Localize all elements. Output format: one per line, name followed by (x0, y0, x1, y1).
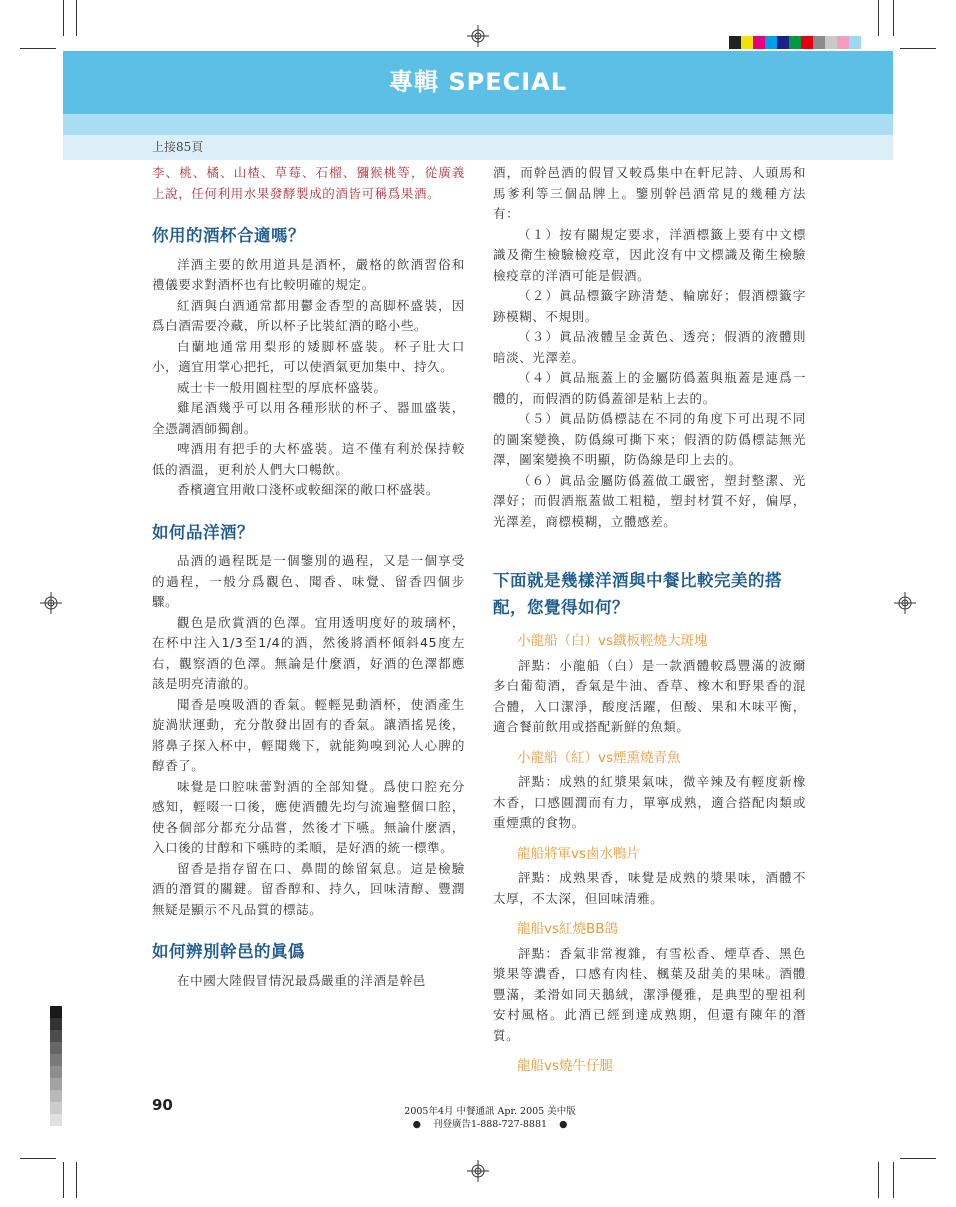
right-column (493, 163, 806, 1081)
heading-how-to-taste: 如何品洋酒？ (152, 522, 254, 542)
crop-mark (893, 0, 894, 36)
registration-mark-icon (894, 592, 916, 614)
paragraph: 在中國大陸假冒情況最爲嚴重的洋酒是幹邑 (177, 972, 426, 988)
pairing-title: 小龍船（紅）vs煙熏燒青魚 (517, 749, 681, 766)
pairing-title: 龍船vs燒牛仔腿 (517, 1058, 614, 1074)
list-item: （４）眞品瓶蓋上的金屬防僞蓋與瓶蓋是連爲一體的，而假酒的防僞蓋卻是粘上去的。 (493, 370, 806, 406)
gray-step (50, 1078, 62, 1090)
bullet-icon: ● (412, 1119, 433, 1130)
paragraph: 酒，而幹邑酒的假冒又較爲集中在軒尼詩、人頭馬和馬爹利等三個品牌上。鑒別幹邑酒常見的幾種方法有： (493, 165, 806, 221)
gray-step (50, 1114, 62, 1126)
crop-mark (76, 1162, 77, 1198)
gray-step (50, 1030, 62, 1042)
gray-step (50, 1102, 62, 1114)
page-number: 90 (152, 1096, 173, 1114)
crop-mark (900, 1158, 936, 1159)
pairing-review: 評點：成熟的紅漿果氣味，微辛辣及有輕度新橡木香，口感圓潤而有力，單寧成熟，適合搭配肉類或重煙熏的食物。 (493, 774, 806, 830)
heading-wine-glass: 你用的酒杯合適嗎？ (152, 226, 305, 245)
list-item: （５）眞品防僞標誌在不同的角度下可出現不同的圖案變換，防僞線可撕下來；假酒的防僞標誌無光澤，圖案變換不明顯，防偽線是印上去的。 (493, 411, 806, 467)
page-footer (330, 1105, 650, 1131)
color-swatch (765, 36, 777, 49)
footer-ad-phone: 刊登廣告1-888-727-8881 (432, 1119, 548, 1130)
paragraph: 威士卡一般用圓柱型的厚底杯盛裝。 (177, 379, 387, 395)
gray-step (50, 1006, 62, 1018)
intro-paragraph: 李、桃、橘、山楂、草莓、石榴、獼猴桃等，從廣義上說，任何利用水果發酵製成的酒皆可稱爲果酒。 (152, 165, 465, 201)
continued-note: 上接85頁 (152, 140, 204, 154)
crop-mark (900, 48, 936, 49)
gray-step (50, 1042, 62, 1054)
color-swatch (777, 36, 789, 49)
gray-step (50, 1018, 62, 1030)
footer-ad-line (330, 1118, 650, 1131)
color-swatch (825, 36, 837, 49)
color-swatch (849, 36, 861, 49)
pairing-title: 龍船將軍vs鹵水鴨片 (517, 845, 641, 862)
paragraph: 味覺是口腔味蕾對酒的全部知覺。爲使口腔充分感知，輕啜一口後，應使酒體先均勻流遍整個口腔，使各個部分都充分品嘗，然後才下嚥。無論什麼酒，入口後的甘醇和下嚥時的柔順，是好酒的統一標準。 (152, 778, 465, 855)
pairing-review: 評點：成熟果香，味覺是成熟的漿果味，酒體不太厚，不太深，但回味清雅。 (493, 870, 806, 906)
gray-step (50, 1066, 62, 1078)
color-swatch (801, 36, 813, 49)
gray-step (50, 1054, 62, 1066)
crop-mark (893, 1162, 894, 1198)
crop-mark (63, 1162, 64, 1198)
crop-mark (20, 1158, 56, 1159)
pairing-title: 小龍船（白）vs鐵板輕燒大斑塊 (517, 633, 708, 649)
paragraph: 洋酒主要的飲用道具是酒杯，嚴格的飲酒習俗和禮儀要求對酒杯也有比較明確的規定。 (152, 256, 465, 292)
paragraph: 香檳適宜用敞口淺杯或較細深的敞口杯盛裝。 (177, 482, 440, 497)
list-item: （１）按有關規定要求，洋酒標籤上要有中文標識及衛生檢驗檢疫章，因此沒有中文標識及衛生檢驗檢疫章的洋酒可能是假酒。 (493, 226, 806, 283)
registration-mark-icon (40, 592, 62, 614)
paragraph: 白蘭地通常用梨形的矮脚杯盛裝。杯子肚大口小，適宜用掌心把托，可以使酒氣更加集中、持久。 (152, 338, 465, 374)
paragraph: 雞尾酒幾乎可以用各種形狀的杯子、器皿盛裝，全憑調酒師獨創。 (152, 400, 465, 436)
footer-publication: 2005年4月 中餐通訊 Apr. 2005 美中版 (404, 1106, 576, 1117)
crop-mark (20, 48, 56, 49)
list-item: （６）眞品金屬防僞蓋做工嚴密，塑封整潔、光澤好；而假酒瓶蓋做工粗糙，塑封材質不好，偏厚，光澤差，商標模糊，立體感差。 (493, 472, 806, 529)
pairing-title: 龍船vs紅燒BB鴿 (517, 921, 619, 937)
paragraph: 觀色是欣賞酒的色澤。宜用透明度好的玻璃杯，在杯中注入1/3至1/4的酒，然後將酒杯傾斜45度左右，觀察酒的色澤。無論是什麼酒，好酒的色澤都應該是明亮清澈的。 (152, 614, 465, 691)
color-swatch (813, 36, 825, 49)
color-swatch (729, 36, 741, 49)
gray-step (50, 1090, 62, 1102)
left-column (152, 163, 465, 991)
registration-mark-icon (467, 25, 489, 47)
pairing-review: 評點：香氣非常複雜，有雪松香、煙草香、黑色漿果等濃香，口感有肉桂、楓葉及甜美的果味。酒體豐滿，柔滑如同天鵝絨，潔淨優雅，是典型的聖祖利安村風格。此酒已經到達成熟期，但還有陳年的潛質。 (493, 945, 806, 1043)
color-bar (729, 36, 861, 49)
paragraph: 留香是指存留在口、鼻間的餘留氣息。這是檢驗酒的潛質的關鍵。留香醇和、持久，回味清醇、豐潤無疑是顯示不凡品質的標誌。 (152, 860, 465, 917)
crop-mark (76, 0, 77, 36)
crop-mark (63, 0, 64, 36)
bullet-icon: ● (547, 1119, 568, 1130)
heading-pairings: 下面就是幾樣洋酒與中餐比較完美的搭配，您覺得如何？ (493, 571, 782, 617)
list-item: （３）眞品液體呈金黃色、透亮；假酒的液體則暗淡、光澤差。 (493, 329, 806, 365)
color-swatch (753, 36, 765, 49)
list-item: （２）眞品標籤字跡清楚、輪廓好；假酒標籤字跡模糊、不規則。 (493, 288, 806, 324)
paragraph: 聞香是嗅吸酒的香氣。輕輕晃動酒杯，使酒產生旋渦狀運動，充分散發出固有的香氣。讓酒搖晃後，將鼻子探入杯中，輕聞幾下，就能夠嗅到沁人心脾的醇香了。 (152, 696, 465, 773)
section-title: 專輯 SPECIAL (388, 68, 568, 96)
pairing-review: 評點：小龍船（白）是一款酒體較爲豐滿的波爾多白葡萄酒，香氣是牛油、香草、橡木和野果香的混合體，入口潔淨，酸度活躍，但酸、果和木味平衡，適合餐前飲用或搭配新鮮的魚類。 (493, 657, 806, 734)
crop-mark (878, 1162, 879, 1198)
paragraph: 啤酒用有把手的大杯盛裝。這不僅有利於保持較低的酒溫，更利於人們大口暢飲。 (152, 441, 465, 477)
header-band (63, 114, 893, 135)
crop-mark (878, 0, 879, 36)
color-swatch (789, 36, 801, 49)
color-swatch (837, 36, 849, 49)
registration-mark-icon (467, 1160, 489, 1182)
color-swatch (741, 36, 753, 49)
paragraph: 紅酒與白酒通常都用鬱金香型的高脚杯盛裝，因爲白酒需要冷藏，所以杯子比裝紅酒的略小些。 (152, 297, 465, 333)
gray-scale-bar (50, 1006, 62, 1126)
paragraph: 品酒的過程既是一個鑒別的過程，又是一個享受的過程，一般分爲觀色、聞香、味覺、留香四個步驟。 (152, 553, 465, 609)
heading-cognac-authenticity: 如何辨別幹邑的眞僞 (152, 942, 305, 961)
